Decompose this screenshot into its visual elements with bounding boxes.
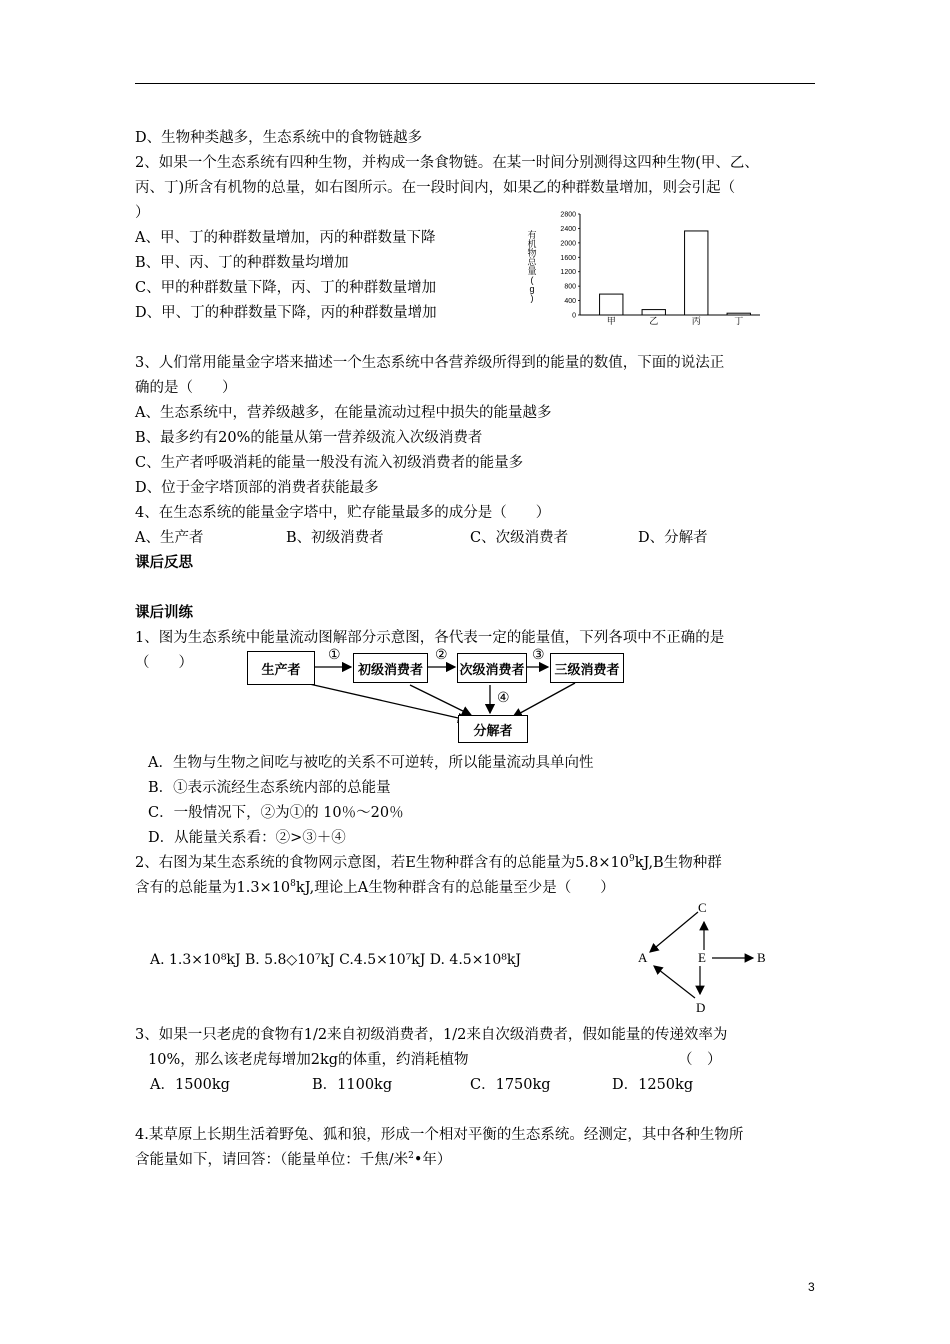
t4-stem-line1: 4.某草原上长期生活着野兔、狐和狼，形成一个相对平衡的生态系统。经测定，其中各种生物所 bbox=[135, 1127, 744, 1143]
bar-4 bbox=[727, 313, 750, 315]
flow-primary-consumer: 初级消费者 bbox=[353, 653, 428, 683]
q2-stem-line1: 2、如果一个生态系统有四种生物，并构成一条食物链。在某一时间分别测得这四种生物(甲、乙、 bbox=[135, 155, 759, 171]
t1-option-c: C．一般情况下，②为①的 10％～20％ bbox=[148, 805, 404, 821]
q2-option-a: A、甲、丁的种群数量增加，丙的种群数量下降 bbox=[135, 230, 436, 246]
energy-flow-diagram bbox=[245, 645, 630, 745]
y-axis-label-char: 总 bbox=[527, 257, 537, 267]
q2-option-b: B、甲、丙、丁的种群数量均增加 bbox=[135, 255, 349, 271]
q4-option-c: C、次级消费者 bbox=[470, 530, 569, 546]
t4-stem-line2: 含能量如下，请回答：（能量单位：千焦/米$^2$•年） bbox=[135, 1151, 452, 1168]
y-tick-label: 1600 bbox=[560, 254, 576, 262]
flow-tertiary-consumer: 三级消费者 bbox=[550, 653, 624, 683]
q3-stem-line1: 3、人们常用能量金字塔来描述一个生态系统中各营养级所得到的能量的数值，下面的说法正 bbox=[135, 355, 725, 371]
t1-option-d: D．从能量关系看：②>③＋④ bbox=[148, 830, 346, 846]
t1-option-a: A．生物与生物之间吃与被吃的关系不可逆转，所以能量流动具单向性 bbox=[148, 755, 594, 771]
t1-stem-line2: （ ） bbox=[135, 655, 193, 671]
flow-label-1: ① bbox=[328, 647, 341, 663]
food-web-node-e: E bbox=[698, 950, 706, 965]
bars bbox=[600, 231, 751, 315]
q4-option-d: D、分解者 bbox=[638, 530, 708, 546]
y-tick-label: 0 bbox=[572, 312, 576, 320]
header-rule bbox=[135, 83, 815, 84]
x-category-label: 甲 bbox=[606, 316, 616, 326]
q3-stem-line2: 确的是（ ） bbox=[135, 380, 237, 396]
q4-option-a: A、生产者 bbox=[135, 530, 204, 546]
q4-option-b: B、初级消费者 bbox=[286, 530, 384, 546]
bar-3 bbox=[685, 231, 708, 315]
bar-2 bbox=[642, 310, 665, 315]
page-number: 3 bbox=[808, 1280, 815, 1294]
food-web-node-a: A bbox=[638, 950, 648, 965]
x-category-label: 乙 bbox=[649, 316, 659, 326]
flow-decomposer: 分解者 bbox=[458, 715, 528, 743]
t2-stem-line1: 2、右图为某生态系统的食物网示意图，若E生物种群含有的总能量为$5.8\times 10^9kJ,B$生物种群 bbox=[135, 854, 722, 871]
t1-option-b: B．①表示流经生态系统内部的总能量 bbox=[148, 780, 391, 796]
y-axis-ticks bbox=[560, 212, 580, 320]
flow-secondary-consumer: 次级消费者 bbox=[457, 653, 527, 683]
section-heading-reflection: 课后反思 bbox=[135, 554, 193, 571]
x-axis-categories bbox=[607, 316, 744, 326]
q3-option-d: D、位于金字塔顶部的消费者获能最多 bbox=[135, 480, 379, 496]
q3-option-b: B、最多约有20%的能量从第一营养级流入次级消费者 bbox=[135, 430, 483, 446]
y-axis-label-char: g bbox=[529, 284, 535, 294]
x-category-label: 丙 bbox=[691, 316, 701, 326]
q3-option-a: A、生态系统中，营养级越多，在能量流动过程中损失的能量越多 bbox=[135, 405, 552, 421]
t1-stem-line1: 1、图为生态系统中能量流动图解部分示意图，各代表一定的能量值，下列各项中不正确的是 bbox=[135, 630, 725, 646]
food-web-node-d: D bbox=[696, 1000, 706, 1015]
t3-option-d: D．1250kg bbox=[612, 1077, 694, 1093]
y-tick-label: 800 bbox=[564, 283, 576, 291]
t2-stem-line2: 含有的总能量为$1.3\times 10^8kJ$,理论上A生物种群含有的总能量至少是（ ） bbox=[135, 879, 615, 896]
t2-options: A. 1.3×10⁸kJ B. 5.8◇10⁷kJ C.4.5×10⁷kJ D. 4.5×10⁸kJ bbox=[150, 952, 521, 968]
q1-option-d: D、生物种类越多，生态系统中的食物链越多 bbox=[135, 130, 423, 146]
food-web-node-c: C bbox=[698, 900, 707, 915]
q4-stem: 4、在生态系统的能量金字塔中，贮存能量最多的成分是（ ） bbox=[135, 505, 551, 521]
q2-option-d: D、甲、丁的种群数量下降，丙的种群数量增加 bbox=[135, 305, 437, 321]
flow-label-4: ④ bbox=[497, 690, 510, 706]
organic-matter-bar-chart bbox=[520, 208, 770, 326]
y-axis-label-char: 有 bbox=[527, 230, 537, 240]
food-web-diagram bbox=[630, 898, 780, 1018]
q3-option-c: C、生产者呼吸消耗的能量一般没有流入初级消费者的能量多 bbox=[135, 455, 524, 471]
y-tick-label: 400 bbox=[564, 298, 576, 306]
y-axis-label bbox=[527, 229, 537, 303]
t3-option-b: B．1100kg bbox=[312, 1077, 393, 1093]
t3-option-c: C．1750kg bbox=[470, 1077, 551, 1093]
flow-label-2: ② bbox=[435, 647, 448, 663]
y-tick-label: 1200 bbox=[560, 269, 576, 277]
y-tick-label: 2400 bbox=[560, 225, 576, 233]
t3-stem-line1: 3、如果一只老虎的食物有1/2来自初级消费者，1/2来自次级消费者，假如能量的传递效率为 bbox=[135, 1027, 728, 1043]
q2-stem-line2: 丙、丁)所含有机物的总量，如右图所示。在一段时间内，如果乙的种群数量增加，则会引起（ bbox=[135, 180, 736, 196]
flow-label-3: ③ bbox=[532, 647, 545, 663]
q2-stem-line3: ） bbox=[135, 205, 150, 221]
y-axis-label-char: 量 bbox=[527, 266, 537, 276]
section-heading-training: 课后训练 bbox=[135, 604, 193, 621]
q2-option-c: C、甲的种群数量下降，丙、丁的种群数量增加 bbox=[135, 280, 437, 296]
t3-stem-line2: 10%，那么该老虎每增加2kg的体重，约消耗植物 bbox=[148, 1052, 469, 1068]
y-axis-label-char: ) bbox=[530, 293, 534, 303]
flow-producer: 生产者 bbox=[247, 651, 315, 685]
t3-answer-paren: （ ） bbox=[678, 1052, 722, 1068]
y-axis-label-char: ( bbox=[530, 275, 534, 285]
y-tick-label: 2800 bbox=[560, 211, 576, 219]
y-axis-label-char: 机 bbox=[527, 239, 537, 249]
t3-option-a: A．1500kg bbox=[150, 1077, 230, 1093]
bar-1 bbox=[600, 294, 623, 315]
y-axis-label-char: 物 bbox=[527, 248, 537, 258]
food-web-node-b: B bbox=[757, 950, 766, 965]
x-category-label: 丁 bbox=[734, 316, 744, 326]
y-tick-label: 2000 bbox=[560, 240, 576, 248]
